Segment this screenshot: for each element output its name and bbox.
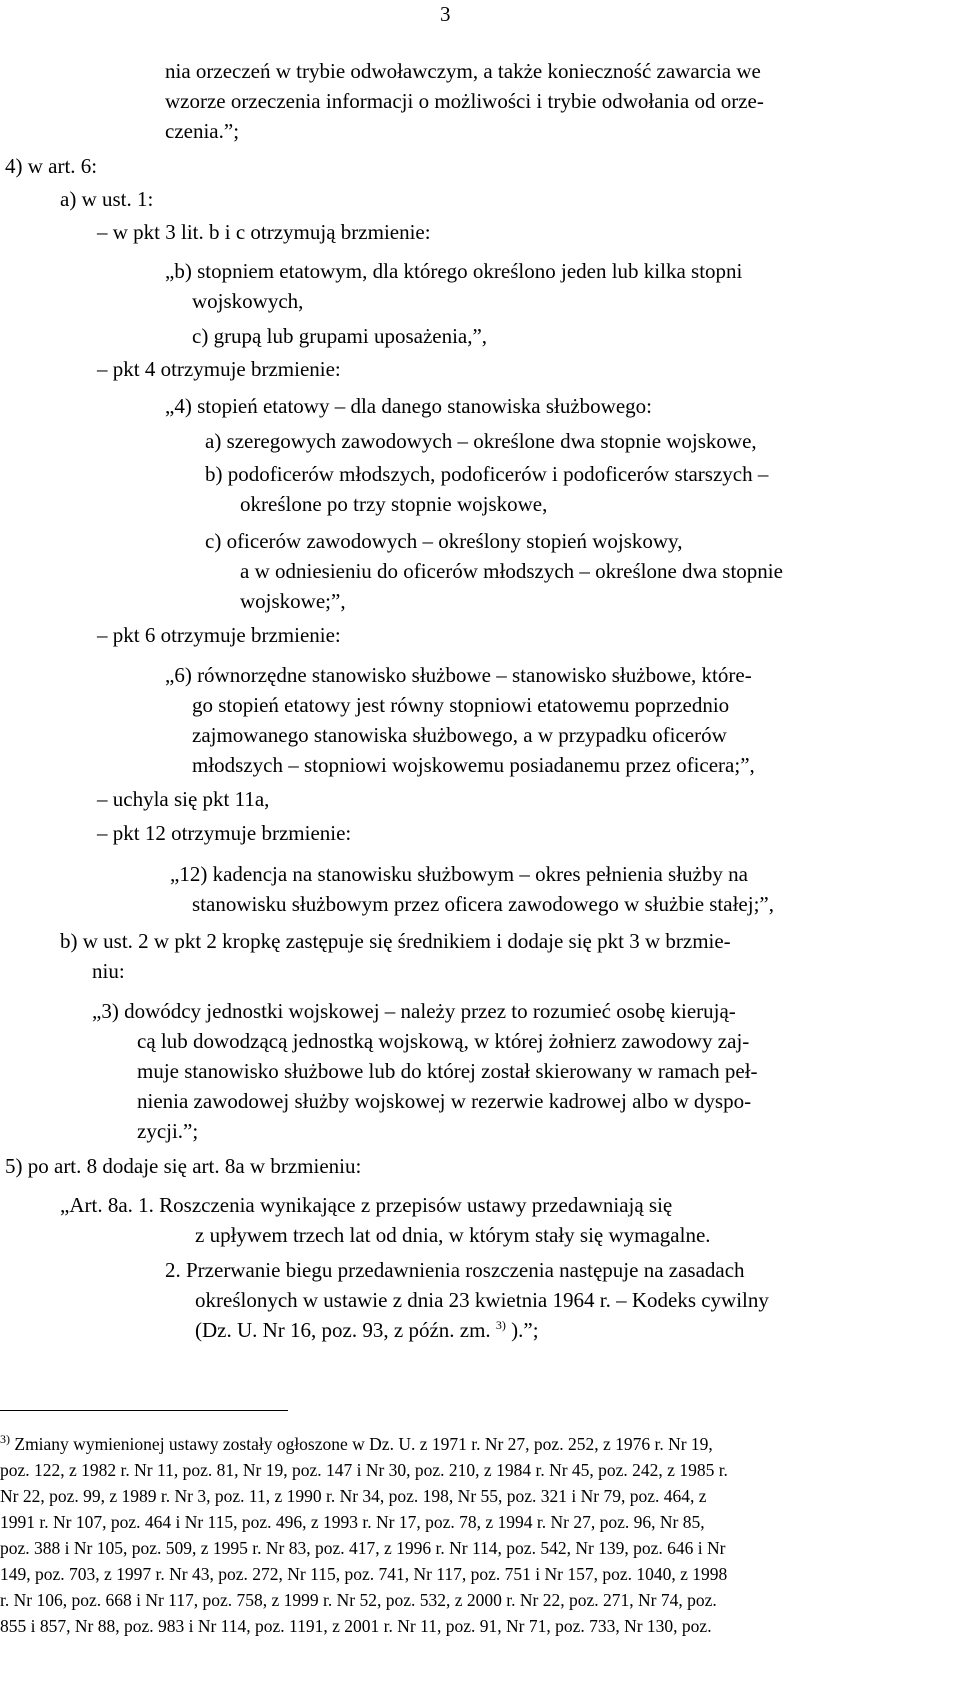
text-line: stanowisku służbowym przez oficera zawodowego w służbie stałej;”, <box>192 892 774 916</box>
text-line: określone po trzy stopnie wojskowe, <box>240 492 548 516</box>
footnote-line: poz. 122, z 1982 r. Nr 11, poz. 81, Nr 19, poz. 147 i Nr 30, poz. 210, z 1984 r. Nr 45, poz. 242, z 1985 r. <box>0 1460 728 1480</box>
text-line: c) grupą lub grupami uposażenia,”, <box>192 324 488 348</box>
dash-item: – w pkt 3 lit. b i c otrzymują brzmienie: <box>97 220 431 244</box>
text-segment: ).”; <box>511 1318 539 1342</box>
text-line: wojskowe;”, <box>240 589 346 613</box>
text-line: c) oficerów zawodowych – określony stopień wojskowy, <box>205 529 683 553</box>
article-heading-line: „Art. 8a. 1. Roszczenia wynikające z przepisów ustawy przedawniają się <box>60 1193 673 1217</box>
list-item-4: 4) w art. 6: <box>5 154 98 178</box>
footnote-marker: 3) <box>0 1432 10 1447</box>
list-item-b: b) w ust. 2 w pkt 2 kropkę zastępuje się średnikiem i dodaje się pkt 3 w brzmie- <box>60 929 731 953</box>
text-line: 2. Przerwanie biegu przedawnienia roszczenia następuje na zasadach <box>165 1258 745 1282</box>
text-line: „b) stopniem etatowym, dla którego określono jeden lub kilka stopni <box>165 259 743 283</box>
text-line: „3) dowódcy jednostki wojskowej – należy przez to rozumieć osobę kierują- <box>92 999 736 1023</box>
text-line: a w odniesieniu do oficerów młodszych – określone dwa stopnie <box>240 559 783 583</box>
footnote-line: r. Nr 106, poz. 668 i Nr 117, poz. 758, z 1999 r. Nr 52, poz. 532, z 2000 r. Nr 22, poz. 271, Nr 74, poz. <box>0 1590 717 1610</box>
list-item-a: a) w ust. 1: <box>60 187 154 211</box>
footnote-text: Zmiany wymienionej ustawy zostały ogłoszone w Dz. U. z 1971 r. Nr 27, poz. 252, z 1976 r. Nr 19, <box>14 1434 713 1454</box>
dash-item: – pkt 4 otrzymuje brzmienie: <box>97 357 341 381</box>
text-line: młodszych – stopniowi wojskowemu posiadanemu przez oficera;”, <box>192 753 755 777</box>
footnote-line: Nr 22, poz. 99, z 1989 r. Nr 3, poz. 11, z 1990 r. Nr 34, poz. 198, Nr 55, poz. 321 i Nr 79, poz. 464, z <box>0 1486 707 1506</box>
text-line: wojskowych, <box>192 289 304 313</box>
text-line: go stopień etatowy jest równy stopniowi etatowemu poprzednio <box>192 693 730 717</box>
text-line: zycji.”; <box>137 1119 199 1143</box>
text-line: „12) kadencja na stanowisku służbowym – okres pełnienia służby na <box>170 862 748 886</box>
footnote-line <box>0 1432 713 1457</box>
text-line: muje stanowisko służbowe lub do której został skierowany w ramach peł- <box>137 1059 758 1083</box>
footnote-line: poz. 388 i Nr 105, poz. 509, z 1995 r. Nr 83, poz. 417, z 1996 r. Nr 114, poz. 542, Nr 139, poz. 646 i Nr <box>0 1538 726 1558</box>
page-number: 3 <box>440 2 451 26</box>
dash-item: – uchyla się pkt 11a, <box>97 787 270 811</box>
text-line: zajmowanego stanowiska służbowego, a w przypadku oficerów <box>192 723 727 747</box>
footnote-line: 855 i 857, Nr 88, poz. 983 i Nr 114, poz. 1191, z 2001 r. Nr 11, poz. 91, Nr 71, poz. 733, Nr 130, poz. <box>0 1616 712 1636</box>
footnote-ref: 3) <box>495 1318 506 1332</box>
text-line: nia orzeczeń w trybie odwoławczym, a także konieczność zawarcia we <box>165 59 761 83</box>
text-line: cą lub dowodzącą jednostką wojskową, w której żołnierz zawodowy zaj- <box>137 1029 750 1053</box>
footnote-separator <box>0 1410 288 1411</box>
text-line: wzorze orzeczenia informacji o możliwości i trybie odwołania od orze- <box>165 89 764 113</box>
text-line: niu: <box>92 959 125 983</box>
dash-item: – pkt 12 otrzymuje brzmienie: <box>97 821 352 845</box>
footnote-line: 149, poz. 703, z 1997 r. Nr 43, poz. 272, Nr 115, poz. 741, Nr 117, poz. 751 i Nr 157, poz. 1040, z 1998 <box>0 1564 728 1584</box>
dash-item: – pkt 6 otrzymuje brzmienie: <box>97 623 341 647</box>
text-line: „4) stopień etatowy – dla danego stanowiska służbowego: <box>165 394 652 418</box>
list-item-5: 5) po art. 8 dodaje się art. 8a w brzmieniu: <box>5 1154 362 1178</box>
text-line: „6) równorzędne stanowisko służbowe – stanowisko służbowe, które- <box>165 663 752 687</box>
footnote-line: 1991 r. Nr 107, poz. 464 i Nr 115, poz. 496, z 1993 r. Nr 17, poz. 78, z 1994 r. Nr 27, poz. 96, Nr 85, <box>0 1512 705 1532</box>
text-segment: (Dz. U. Nr 16, poz. 93, z późn. zm. <box>195 1318 491 1342</box>
text-line: a) szeregowych zawodowych – określone dwa stopnie wojskowe, <box>205 429 757 453</box>
text-line: b) podoficerów młodszych, podoficerów i podoficerów starszych – <box>205 462 769 486</box>
text-line: z upływem trzech lat od dnia, w którym stały się wymagalne. <box>195 1223 711 1247</box>
text-line: nienia zawodowej służby wojskowej w rezerwie kadrowej albo w dyspo- <box>137 1089 752 1113</box>
text-line: określonych w ustawie z dnia 23 kwietnia 1964 r. – Kodeks cywilny <box>195 1288 769 1312</box>
text-line-with-ref <box>195 1317 539 1343</box>
text-line: czenia.”; <box>165 119 240 143</box>
